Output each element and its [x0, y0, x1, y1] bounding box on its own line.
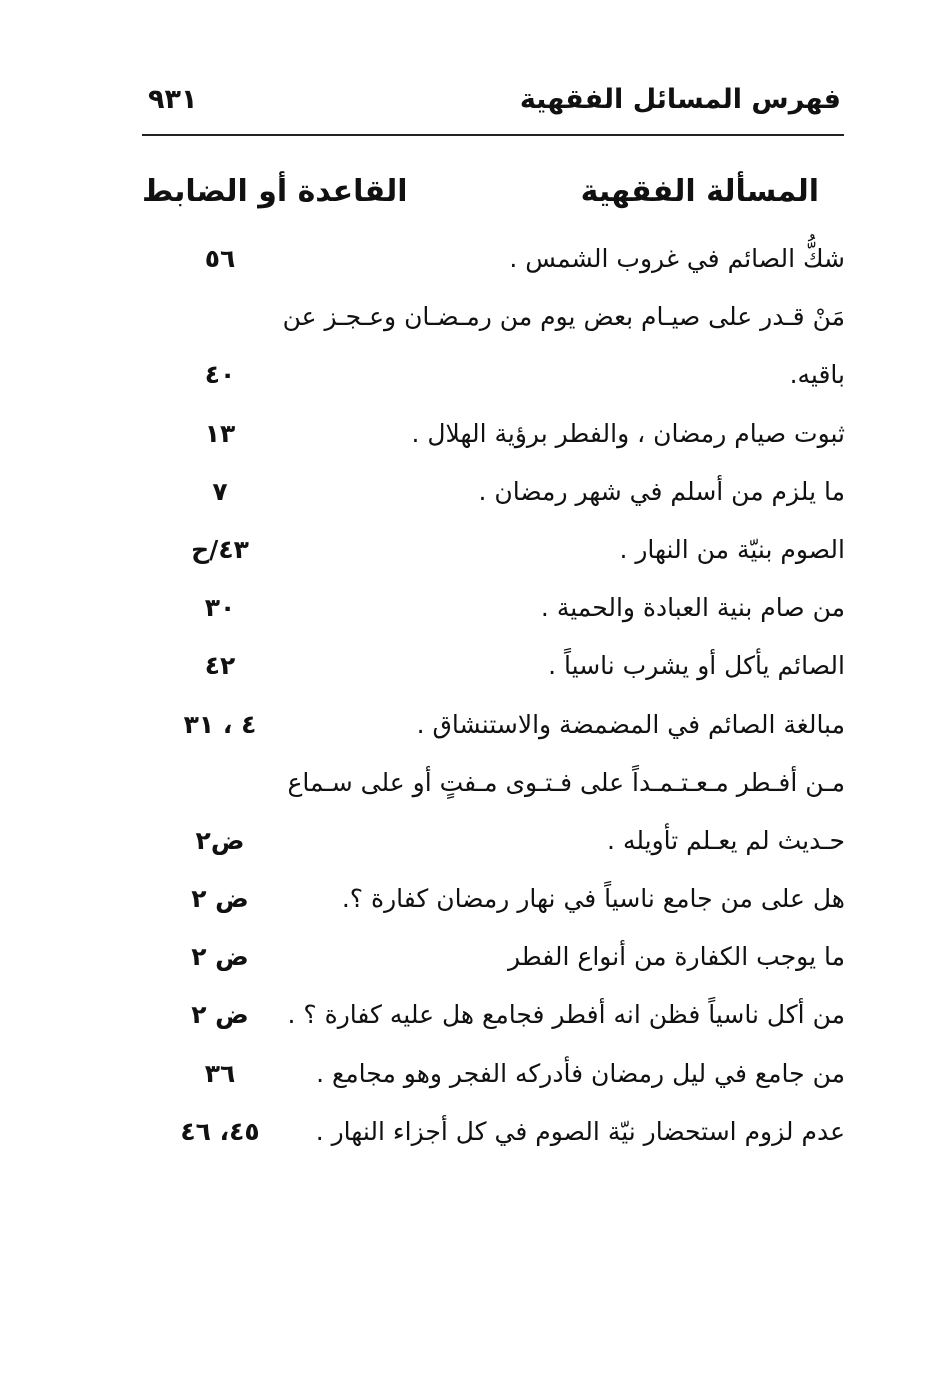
issue-text: من جامع في ليل رمضان فأدركه الفجر وهو مجامع .	[316, 1058, 845, 1088]
issue-text: مـن أفـطر مـعـتـمـداً على فـتـوى مـفتٍ أو على سـماع	[287, 767, 845, 797]
issue-text: عدم لزوم استحضار نيّة الصوم في كل أجزاء النهار .	[315, 1116, 845, 1146]
index-row	[0, 236, 949, 294]
issue-text: من صام بنية العبادة والحمية .	[540, 593, 845, 623]
index-row	[0, 818, 949, 876]
rule-reference: ٤٥، ٤٦	[180, 1116, 260, 1146]
rule-reference: ٥٦	[204, 244, 236, 273]
column-heading-rule: القاعدة أو الضابط	[142, 174, 408, 209]
index-list	[0, 236, 949, 1167]
index-row	[0, 585, 949, 643]
rule-reference: ٤٣/ح	[191, 534, 249, 564]
index-row	[0, 527, 949, 585]
index-row	[0, 876, 949, 934]
index-row	[0, 934, 949, 992]
index-row	[0, 702, 949, 760]
rule-reference: ٣٦	[204, 1058, 236, 1088]
issue-text: الصائم يأكل أو يشرب ناسياً .	[548, 651, 845, 681]
rule-reference: ٣٠	[204, 593, 236, 623]
index-row	[0, 643, 949, 701]
column-heading-issue: المسألة الفقهية	[580, 174, 819, 209]
index-row	[0, 352, 949, 410]
index-row	[0, 992, 949, 1050]
issue-text: هل على من جامع ناسياً في نهار رمضان كفارة ؟.	[341, 884, 845, 914]
rule-reference: ٤٢	[204, 651, 236, 681]
rule-reference: ٤٠	[204, 360, 236, 390]
issue-text: شكُّ الصائم في غروب الشمس .	[509, 244, 845, 273]
issue-text: ما يوجب الكفارة من أنواع الفطر	[507, 942, 845, 972]
index-row	[0, 294, 949, 352]
issue-text: مبالغة الصائم في المضمضة والاستنشاق .	[416, 709, 845, 739]
header-divider	[142, 134, 844, 136]
running-title: فهرس المسائل الفقهية	[519, 84, 841, 115]
issue-text: حـديث لم يعـلم تأويله .	[607, 825, 845, 855]
rule-reference: ض ٢	[191, 1000, 249, 1030]
issue-text: ما يلزم من أسلم في شهر رمضان .	[478, 476, 845, 506]
page-number: ٩٣١	[148, 84, 198, 115]
rule-reference: ض ٢	[191, 884, 249, 914]
rule-reference: ١٣	[204, 418, 236, 448]
index-row	[0, 411, 949, 469]
index-row	[0, 469, 949, 527]
index-row	[0, 1109, 949, 1167]
issue-text: مَنْ قـدر على صيـام بعض يوم من رمـضـان وعـجـز عن	[282, 302, 845, 332]
rule-reference: ٤ ، ٣١	[183, 709, 257, 739]
issue-text: من أكل ناسياً فظن انه أفطر فجامع هل عليه كفارة ؟ .	[287, 1000, 845, 1030]
issue-text: ثبوت صيام رمضان ، والفطر برؤية الهلال .	[411, 418, 845, 448]
index-row	[0, 1051, 949, 1109]
rule-reference: ٧	[212, 476, 228, 506]
issue-text: باقيه.	[789, 360, 845, 390]
rule-reference: ض٢	[195, 825, 245, 855]
index-row	[0, 760, 949, 818]
rule-reference: ض ٢	[191, 942, 249, 972]
issue-text: الصوم بنيّة من النهار .	[619, 534, 845, 564]
